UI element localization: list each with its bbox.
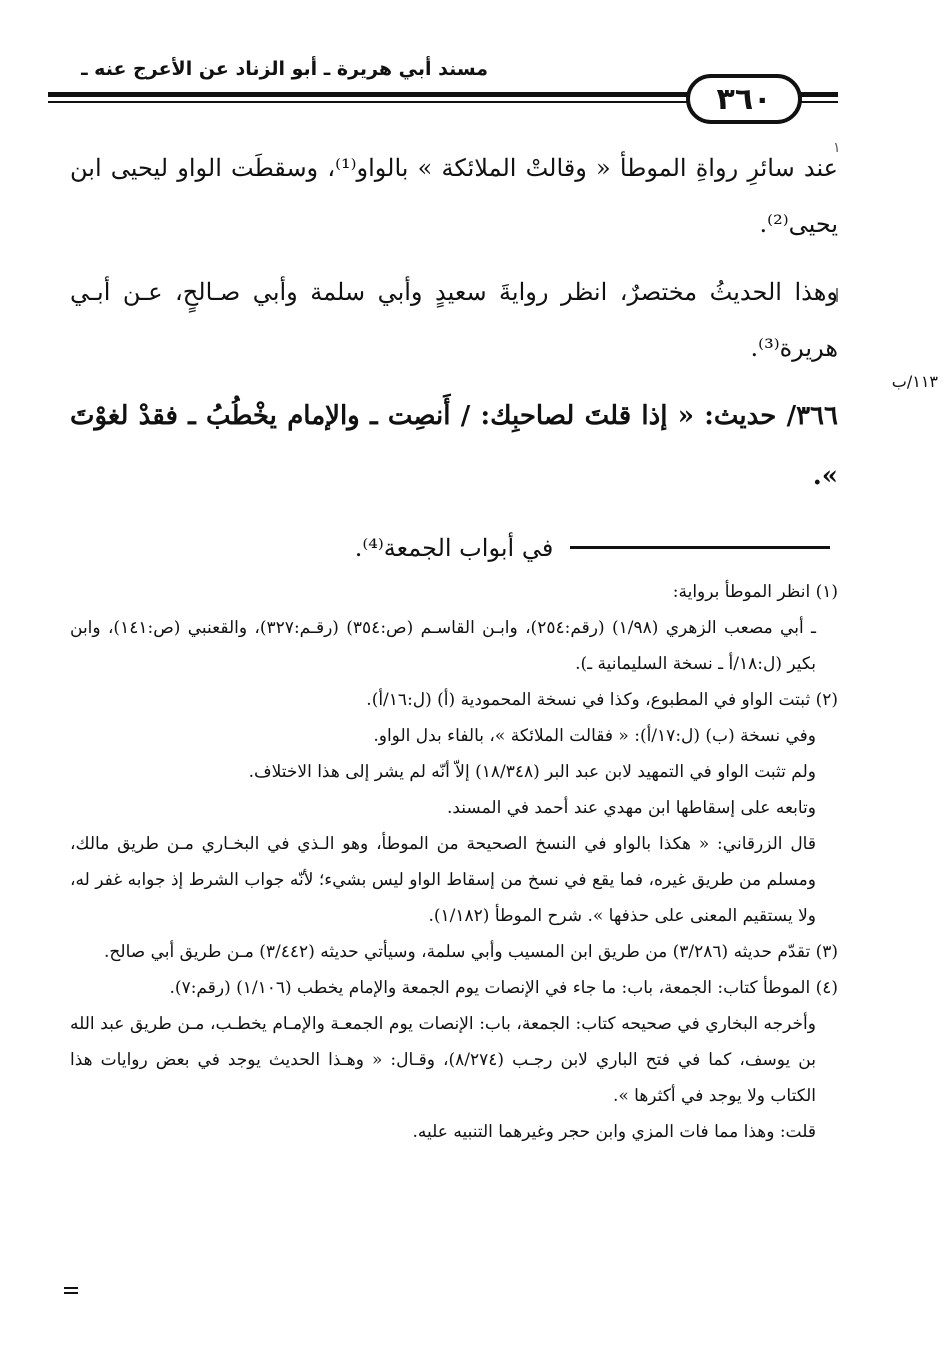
footnote: (٣) تقدّم حديثه (٣/٢٨٦) من طريق ابن المسيب وأبي سلمة، وسيأتي حديثه (٣/٤٤٢) مـن طريق أبي صالح. (104, 942, 838, 962)
footnote-continuation: قلت: وهذا مما فات المزي وابن حجر وغيرهما التنبيه عليه. (412, 1122, 816, 1142)
running-header-title: مسند أبي هريرة ـ أبو الزناد عن الأعرج عنه ـ (81, 58, 488, 80)
main-paragraph: وهذا الحديثُ مختصرٌ، انظر روايةَ سعيدٍ وأبي سلمة وأبي صـالحٍ، عـن أبـي هريرة⁽³⁾. (70, 278, 838, 362)
section-reference: في أبواب الجمعة⁽⁴⁾. (354, 534, 554, 562)
hadith-heading: ٣٦٦/ حديث: « إذا قلتَ لصاحبِك: / أَنصِت ـ والإمام يخْطُبُ ـ فقدْ لغوْتَ ». (70, 401, 838, 491)
footnote: (٤) الموطأ كتاب: الجمعة، باب: ما جاء في الإنصات يوم الجمعة والإمام يخطب (١/١٠٦) (رقم:٧). (169, 978, 838, 998)
footnote-continuation: ولم تثبت الواو في التمهيد لابن عبد البر (١٨/٣٤٨) إلاّ أنّه لم يشر إلى هذا الاختلاف. (248, 762, 816, 782)
manuscript-folio-ref: ١١٣/ب (891, 372, 938, 391)
footnote: (٢) ثبتت الواو في المطبوع، وكذا في نسخة المحمودية (أ) (ل:١٦/أ). (366, 690, 838, 710)
margin-marker: ١ (833, 140, 841, 156)
header-rule-thin (48, 101, 688, 103)
footnote-continuation: ـ أبي مصعب الزهري (١/٩٨) (رقم:٢٥٤)، وابـن القاسـم (ص:٣٥٤) (رقـم:٣٢٧)، والقعنبي (ص:١٤١)، وابن بكير (ل:١٨/أ ـ نسخة السليمانية ـ). (70, 618, 816, 674)
footnote-continuation: قال الزرقاني: « هكذا بالواو في النسخ الصحيحة من الموطأ، وهو الـذي في البخـاري مـن طريق مالك، ومسلم من طريق غيره، فما يقع في نسخ من إسقاط الواو ليس بشيء؛ لأنّه جواب الشرط إذ جوابه غفر له، ولا يستقيم المعنى على حذفها ». شرح الموطأ (١/١٨٢). (70, 834, 816, 926)
footnote: (١) انظر الموطأ برواية: (672, 582, 838, 602)
page-number: ٣٦٠ (686, 74, 802, 124)
footnotes (70, 574, 838, 1150)
footnote-continuation: وتابعه على إسقاطها ابن مهدي عند أحمد في المسند. (446, 798, 816, 818)
main-text (70, 140, 838, 576)
footnote-continuation: وأخرجه البخاري في صحيحه كتاب: الجمعة، باب: الإنصات يوم الجمعـة والإمـام يخطـب، مـن طريق عبد الله بن يوسف، كما في فتح الباري لابن رجـب (٨/٢٧٤)، وقـال: « وهـذا الحديث يوجد في بعض روايات هذا الكتاب ولا يوجد في أكثرها ». (70, 1014, 816, 1106)
footnote-continuation: وفي نسخة (ب) (ل:١٧/أ): « فقالت الملائكة »، بالفاء بدل الواو. (373, 726, 816, 746)
footnote-separator (570, 546, 830, 549)
header-rule (48, 92, 688, 97)
page-end-mark (64, 1287, 78, 1297)
main-paragraph: عند سائرِ رواةِ الموطأ « وقالتْ الملائكة » بالواو⁽¹⁾، وسقطَت الواو ليحيى ابن يحيى⁽²⁾. (70, 154, 839, 238)
